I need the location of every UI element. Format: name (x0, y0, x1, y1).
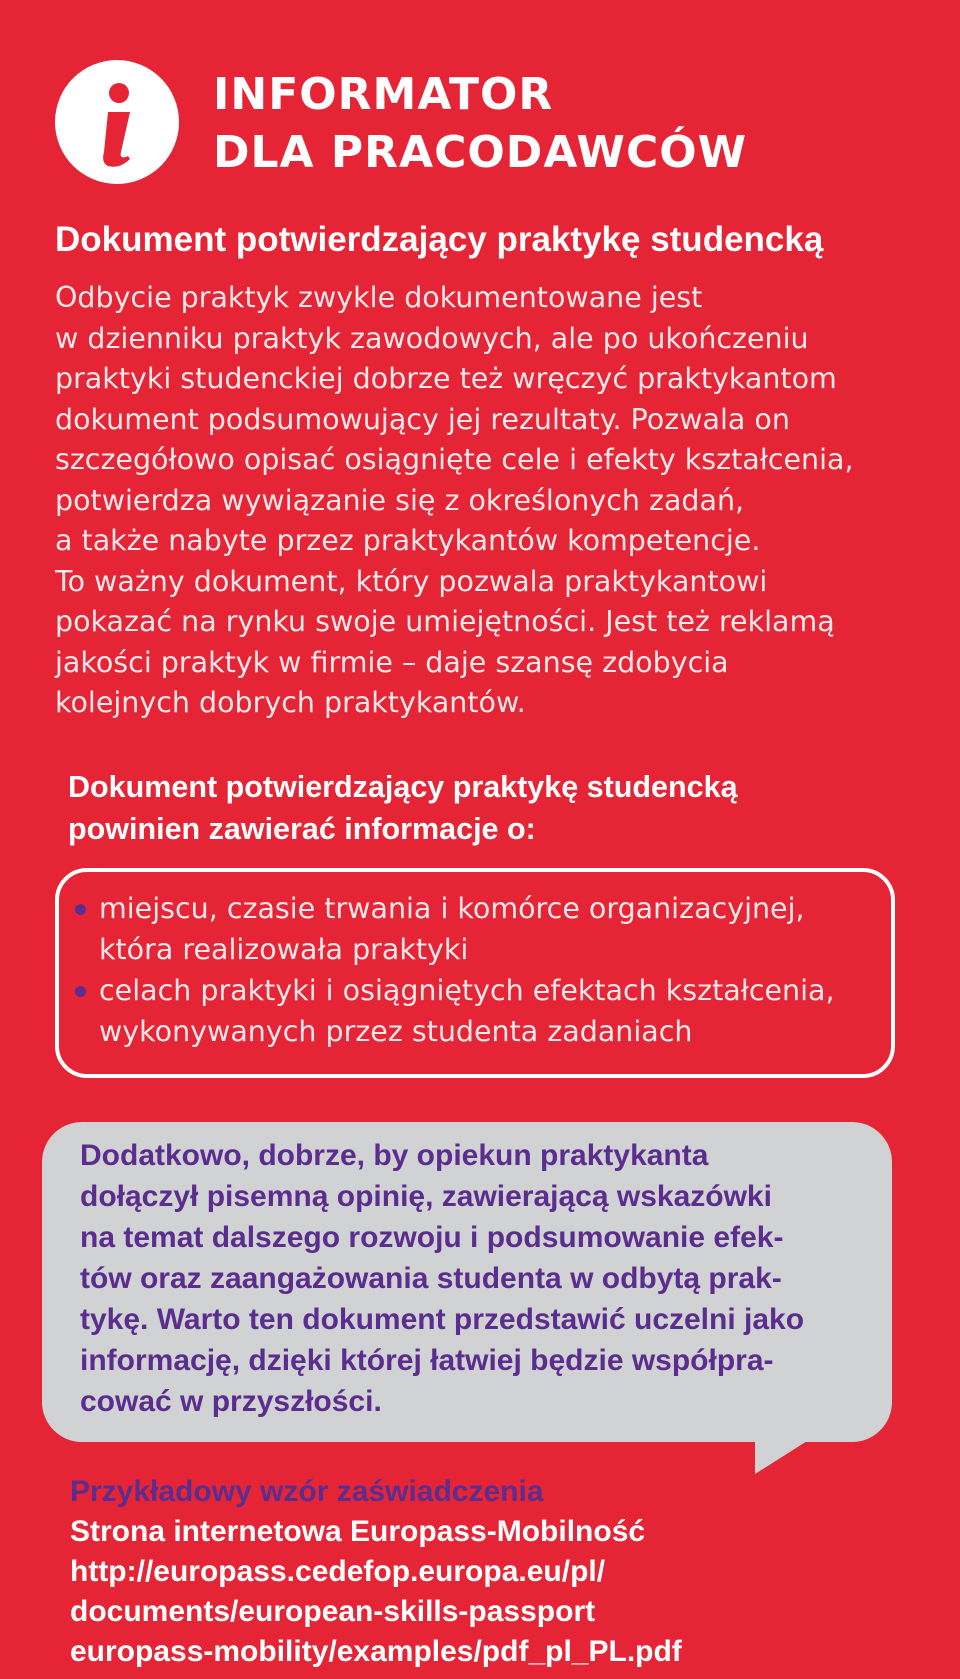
callout-line: tykę. Warto ten dokument przedstawić uczelni jako (80, 1303, 805, 1336)
callout-text (80, 1135, 804, 1422)
intro-line: w dzienniku praktyk zawodowych, ale po ukończeniu (55, 321, 809, 355)
requirements-heading-line-2: powinien zawierać informacje o: (68, 812, 536, 846)
intro-line: szczegółowo opisać osiągnięte cele i efekty kształcenia, (55, 443, 854, 476)
requirements-list (73, 888, 893, 1052)
callout-line: Dodatkowo, dobrze, by opiekun praktykanta (80, 1139, 709, 1172)
info-icon (55, 60, 179, 184)
example-url-line[interactable]: europass-mobility/examples/pdf_pl_PL.pdf (70, 1635, 682, 1668)
header-title-line-1: INFORMATOR (213, 69, 554, 120)
callout-line: tów oraz zaangażowania studenta w odbytą prak- (80, 1262, 782, 1295)
callout-line: informację, dzięki której łatwiej będzie współpra- (80, 1344, 774, 1377)
intro-line: kolejnych dobrych praktykantów. (55, 686, 526, 719)
list-item (73, 970, 893, 1052)
requirements-heading (68, 766, 738, 850)
list-item-line: miejscu, czasie trwania i komórce organizacyjnej, (99, 892, 805, 925)
list-item-line: wykonywanych przez studenta zadaniach (99, 1015, 693, 1048)
section-title: Dokument potwierdzający praktykę studencką (55, 220, 824, 259)
callout-line: cować w przyszłości. (80, 1385, 382, 1418)
intro-line: jakości praktyk w firmie – daje szansę zdobycia (55, 645, 729, 679)
bullet-icon (75, 986, 86, 997)
list-item-line: celach praktyki i osiągniętych efektach kształcenia, (99, 974, 835, 1007)
example-title: Przykładowy wzór zaświadczenia (70, 1475, 544, 1508)
example-url-line[interactable]: http://europass.cedefop.europa.eu/pl/ (70, 1555, 606, 1588)
list-item-line: która realizowała praktyki (99, 933, 469, 966)
requirements-heading-line-1: Dokument potwierdzający praktykę studencką (68, 770, 738, 804)
list-item (73, 888, 893, 970)
speech-bubble-tail (755, 1436, 815, 1476)
intro-line: Odbycie praktyk zwykle dokumentowane jest (55, 281, 703, 314)
requirements-box (55, 868, 895, 1078)
intro-line: potwierdza wywiązanie się z określonych zadań, (55, 483, 745, 517)
intro-paragraph (55, 278, 945, 724)
intro-line: praktyki studenckiej dobrze też wręczyć praktykantom (55, 362, 837, 395)
example-source: Strona internetowa Europass-Mobilność (70, 1515, 646, 1548)
header-title (213, 66, 747, 182)
example-url-line[interactable]: documents/european-skills-passport (70, 1595, 596, 1628)
callout-line: na temat dalszego rozwoju i podsumowanie efek- (80, 1221, 784, 1254)
intro-line: a także nabyte przez praktykantów kompetencje. (55, 524, 761, 557)
header-title-line-2: DLA PRACODAWCÓW (213, 127, 748, 178)
intro-line: pokazać na rynku swoje umiejętności. Jest też reklamą (55, 605, 835, 638)
intro-line: dokument podsumowujący jej rezultaty. Pozwala on (55, 402, 790, 436)
callout-line: dołączył pisemną opinię, zawierającą wskazówki (80, 1180, 772, 1213)
intro-line: To ważny dokument, który pozwala praktykantowi (55, 564, 768, 598)
bullet-icon (75, 904, 86, 915)
example-section (70, 1472, 682, 1672)
